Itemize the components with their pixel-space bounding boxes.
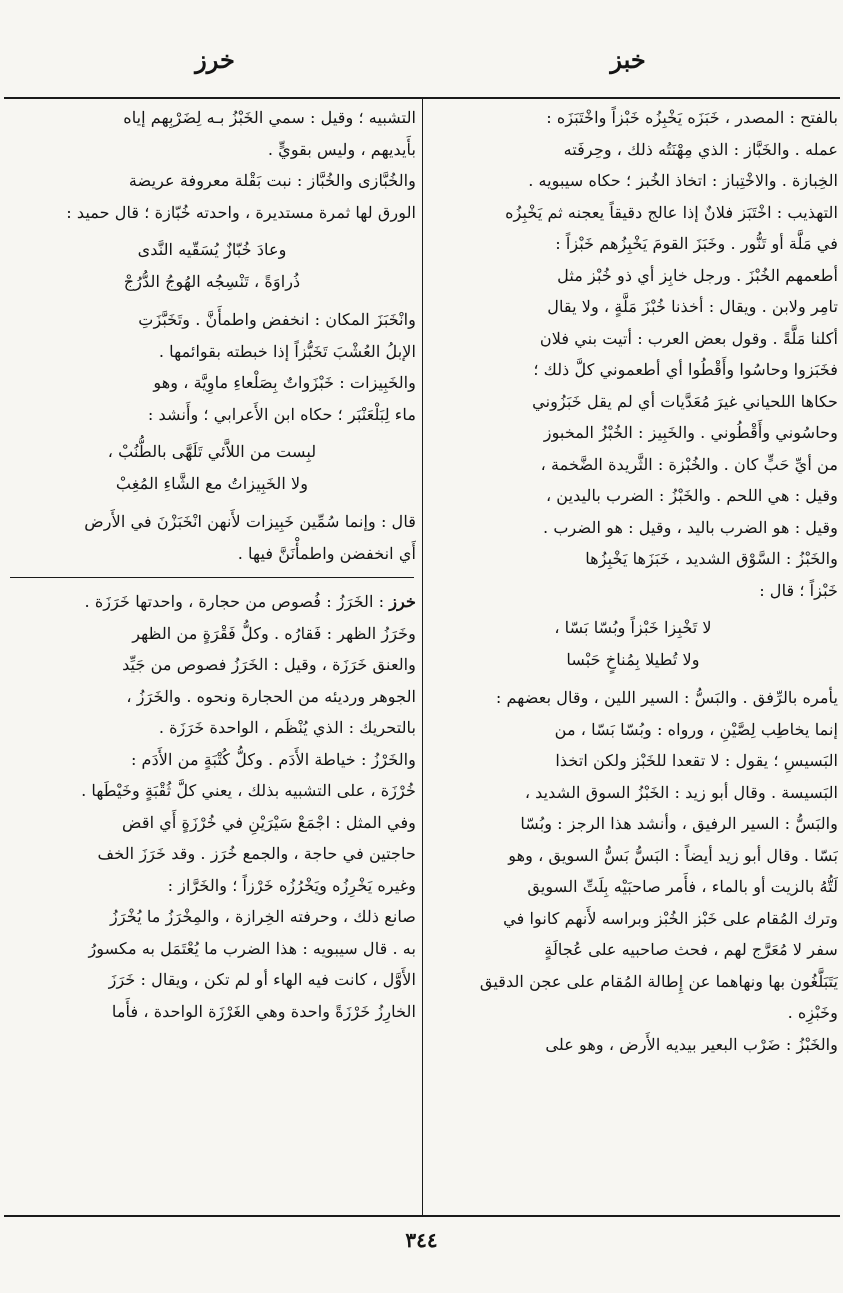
text-line: وخَبْزِه . [787,1003,838,1022]
text-line: والخُبَّازى والخُبَّاز : نبت بَقْلة معروفة عريضة [128,171,416,190]
text-line: والبَسُّ : السير الرفيق ، وأنشد هذا الرجز : وبُسّا [520,814,838,833]
text-line: التهذيب : اخْتَبَز فلانٌ إذا عالج دقيقاً يعجنه ثم يَخْبِزُه [505,202,838,222]
verse-line: ذُراوَةً ، تَنْسِجُه الهُوجُ الدُّرُجْ [123,272,301,291]
text-line: أطعمهم الخُبْزَ . ورجل خابِز أي ذو خُبْز مثل [557,265,838,285]
text-line: والخَبْزُ : ضَرْب البعير بيديه الأَرض ، وهو على [545,1034,838,1054]
headword: خرز [389,592,416,611]
verse-line: لبِست من اللاَّئي تَلَهَّى بالطُّنُبْ ، [107,442,317,461]
text-line: تامِر ولابن . ويقال : أخذنا خُبْزَ مَلَّةٍ ، ولا يقال [547,297,838,316]
text-line: من أيِّ حَبٍّ كان . والخُبْزة : الثَّريدة الضَّخمة ، [540,454,838,474]
text-line: صانع ذلك ، وحرفته الخِرازة ، والمِخْرَزُ ما يُخْرَزُ [110,907,416,926]
text-line: في مَلَّة أو تَنُّور . وخَبَزَ القومَ يَخْبِزُهم خَبْزاً : [555,234,838,253]
text-line: وخَرَزُ الظهر : فَقارُه . وكلُّ فَقْرَةٍ من الظهر [132,623,416,643]
text-line: الجوهر ورديئه من الحجارة ونحوه . والخَرَزُ ، [126,686,416,706]
verse-line: لا تَخْبِزا خَبْزاً وبُسّا بَسّا ، [554,618,712,637]
text-line: قال : وإنما سُمِّين خَبِيزات لأَنهن انْخَبَزْنَ في الأَرض [84,512,416,531]
text-line: فخَبَزوا وحاسُوا وأَقْطُوا أي أطعموني كلَّ ذلك ؛ [533,360,838,379]
text-line: وغيره يَخْرِزُه ويَخْرُزُه خَرْزاً ؛ والخَرَّاز : [167,875,416,895]
text-line: البَسيسة . وقال أبو زيد : الخَبْزُ السوق الشديد ، [524,782,838,802]
text-line: الخِبازة . والاخْتِباز : اتخاذ الخُبز ؛ حكاه سيبويه . [528,171,838,190]
entry-text: : الخَرَزُ : فُصوص من حجارة ، واحدتها خَرَزَة . [84,592,390,611]
verse-line: ولا الخَبِيزاتُ مع الشَّاءِ المُغِبْ [115,474,309,493]
text-line: بالفتح : المصدر ، خَبَزَه يَخْبِزُه خَبْزاً واخْتَبَزَه : [546,108,838,127]
text-line: خَبْزاً ؛ قال : [759,580,838,600]
text-line: والخَبْزُ : السَّوْق الشديد ، خَبَزَها يَخْبِزُها [585,549,838,568]
header-guide-word-right: خبز [610,45,646,74]
poem-verse [428,612,838,676]
header-guide-word-left: خرز [195,45,235,74]
text-line: والخَبِيزات : خَبْزَواتٌ بِصَلْعاءِ ماوِيَّة ، وهو [153,373,416,392]
text-line: بأَيديهم ، وليس بقويٍّ . [267,139,416,159]
text-line: إنما يخاطِب لِصَّيْنِ ، ورواه : وبُسّا بَسّا ، من [554,719,838,739]
text-line: يأمره بالرِّفق . والبَسُّ : السير اللين ، وقال بعضهم : [495,688,838,707]
text-line: لَتُّهُ بالزيت أو بالماء ، فأَمر صاحبَيْه بِلَتِّ السويق [527,877,838,896]
right-column [428,102,838,1212]
text-line: وانْخَبَزَ المكان : انخفض واطمأَنَّ . وتَخَبَّزَتِ [138,310,416,329]
verse-line: ولا تُطيلا بِمُناخٍ حَبْسا [566,650,700,669]
text-line: يَتَبَلَّغُون بها ونهاهما عن إِطالة المُقام على عجن الدقيق [479,971,838,991]
text-line: بالتحريك : الذي يُنْظَم ، الواحدة خَرَزَة . [158,718,416,737]
text-line: الأَوَّل ، كانت فيه الهاء أو لم تكن ، ويقال : خَرَزَ [108,970,416,989]
text-line: والخَرْزُ : خياطة الأَدَم . وكلُّ كُتْبَةٍ من الأَدَم : [130,749,416,769]
text-line: بَسّا . وقال أبو زيد أيضاً : البَسُّ بَسُّ السويق ، وهو [508,845,838,865]
text-line: الورق لها ثمرة مستديرة ، واحدته خُبّازة ؛ قال حميد : [66,202,416,222]
poem-verse [8,436,416,500]
poem-verse [8,234,416,298]
page-number: ٣٤٤ [405,1228,438,1252]
text-line: أَي انخفضن واطمأْنَنَّ فيها . [237,543,416,563]
left-column [8,102,416,1212]
text-line: وحاسُوني وأَقْطُوني . والخَبِيز : الخُبْزُ المخبوز [543,423,838,442]
verse-line: وعادَ خُبّازٌ يُسَقّيه النَّدى [137,240,287,259]
text-line: به . قال سيبويه : هذا الضرب ما يُعْتَمَل به مكسورُ [88,938,416,958]
text-line: وفي المثل : اجْمَعْ سَيْرَيْنِ في خُرْزَةٍ أَي اقض [122,812,416,832]
bottom-rule [4,1215,840,1217]
text-line: حكاها اللحياني غيرَ مُعَدَّيات أي لم يقل خَبَزُوني [532,391,838,411]
text-line: أكلنا مَلَّةً . وقول بعض العرب : أتيت بني فلان [539,328,838,348]
text-line: وقيل : هي اللحم . والخَبْزُ : الضرب باليدين ، [545,486,838,505]
text-line: التشبيه ؛ وقيل : سمي الخَبْزُ بـه لِضَرْبِهم إياه [123,108,416,127]
entry-separator [10,577,414,578]
entry-start-line [8,586,416,618]
text-line: سفر لا مُعَرَّج لهم ، فحث صاحبيه على عُجالَةٍ [544,940,838,959]
text-line: عمله . والخَبَّاز : الذي مِهْنَتُه ذلك ، وحِرفَته [563,139,838,159]
text-line: ماء لِبَلْعَنْبَر ؛ حكاه ابن الأَعرابي ؛ وأَنشد : [147,404,416,424]
text-line: والعنق خَرَزَة ، وقيل : الخَرَزُ فصوص من جَيِّد [122,655,416,674]
text-line: وقيل : هو الضرب باليد ، وقيل : هو الضرب . [543,517,838,537]
text-line: خُرْزَة ، على التشبيه بذلك ، يعني كلَّ ثُقْبَةٍ وخَيْطَها . [81,781,416,800]
column-divider [422,99,423,1215]
text-line: حاجتين في حاجة ، والجمع خُرَز . وقد خَرَزَ الخف [97,844,416,863]
text-line: الخارِزُ خَرْزَةً واحدة وهي الغَرْزَة الواحدة ، فأَما [111,1001,416,1021]
text-line: الإبلُ العُشْبَ تَخَبُّزاً إذا خبطته بقوائمها . [158,341,416,361]
text-line: وترك المُقام على خَبْز الخُبْز وبراسه لأَنهم كانوا في [503,908,838,928]
text-line: البَسيسِ ؛ يقول : لا تقعدا للخَبْز ولكن اتخذا [555,751,838,770]
